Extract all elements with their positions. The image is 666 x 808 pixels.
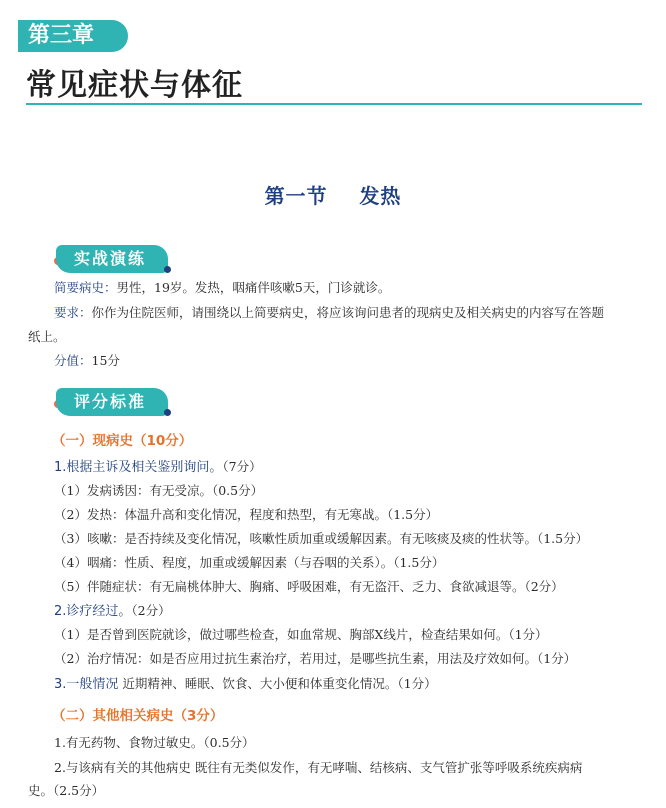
requirement-label: 要求： [54,305,92,320]
chapter-tab: 第三章 [18,20,128,52]
item2-heading: 2.诊疗经过。 [54,604,132,619]
section-title: 第一节 发热 [264,184,402,208]
score-label: 分值： [54,353,92,368]
list-item: 2.与该病有关的其他病史 既往有无类似发作，有无哮喘、结核病、支气管扩张等呼吸系统疾病病 [54,760,583,775]
list-item: （2）发热：体温升高和变化情况，程度和热型，有无寒战。（1.5分） [54,507,439,522]
item1-score: （7分） [222,459,262,474]
practice-badge: 实战演练 [56,245,168,273]
part2-heading: （二）其他相关病史（3分） [52,708,224,724]
requirement-text-cont: 纸上。 [28,329,66,344]
title-rule [26,103,642,105]
chapter-title: 常见症状与体征 [26,68,243,103]
item2-score: （2分） [131,603,171,618]
item3-text: 近期精神、睡眠、饮食、大小便和体重变化情况。（1分） [118,676,437,691]
badge-dot-icon [164,409,171,416]
list-item: （1）发病诱因：有无受凉。（0.5分） [54,483,264,498]
requirement-line [54,304,604,322]
list-item: （5）伴随症状：有无扁桃体肿大、胸痛、呼吸困难，有无盗汗、乏力、食欲减退等。（2分） [54,579,564,594]
badge-dot-icon [164,266,171,273]
item1-heading-line [54,458,262,477]
list-item: （1）是否曾到医院就诊，做过哪些检查，如血常规、胸部X线片，检查结果如何。（1分） [54,627,548,642]
item1-heading: 1.根据主诉及相关鉴别询问。 [54,460,223,475]
item3-heading: 3.一般情况 [54,677,119,692]
list-item: 史。（2.5分） [28,783,105,798]
score-text: 15分 [91,353,120,368]
list-item: 1.有无药物、食物过敏史。（0.5分） [54,735,255,750]
item2-heading-line [54,602,171,621]
list-item: （3）咳嗽：是否持续及变化情况，咳嗽性质加重或缓解因素。有无咳痰及痰的性状等。（1.5分） [54,531,589,546]
score-line [54,352,120,370]
item3-line [54,675,437,694]
part1-heading: （一）现病史（10分） [52,433,193,449]
list-item: （2）治疗情况：如是否应用过抗生素治疗，若用过，是哪些抗生素，用法及疗效如何。（1分） [54,651,577,666]
history-line [54,279,390,297]
history-label: 简要病史： [54,280,117,295]
history-text: 男性，19岁。发热，咽痛伴咳嗽5天，门诊就诊。 [116,280,391,295]
requirement-text: 你作为住院医师，请围绕以上简要病史，将应该询问患者的现病史及相关病史的内容写在答题 [91,305,605,320]
list-item: （4）咽痛：性质、程度，加重或缓解因素（与吞咽的关系）。（1.5分） [54,555,445,570]
criteria-badge: 评分标准 [56,388,168,416]
